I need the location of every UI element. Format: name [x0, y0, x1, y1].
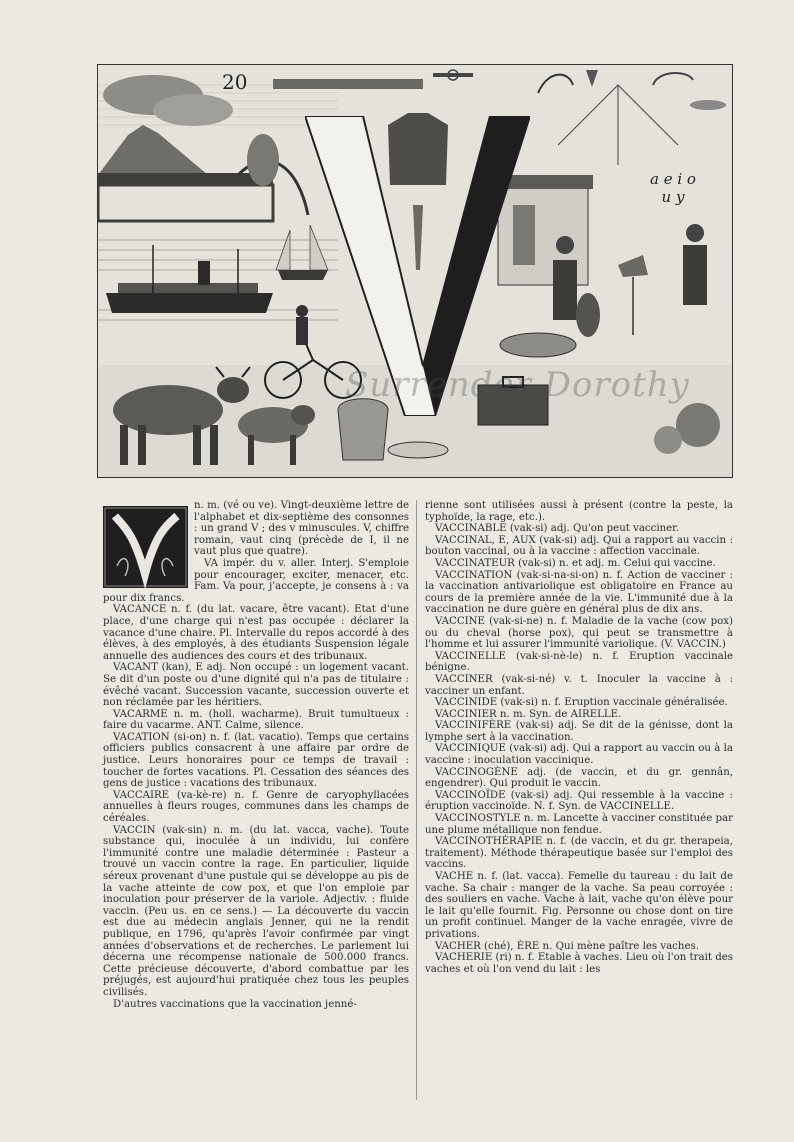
entry-vaccinogene: VACCINOGÈNE adj. (de vaccin, et du gr. gennân, engendrer). Qui produit le vaccin.	[425, 766, 733, 790]
entry-vaccinique: VACCINIQUE (vak-si) adj. Qui a rapport au vaccin ou à la vaccine : inoculation vaccinique.	[425, 743, 733, 767]
vowel-line-2: u y	[661, 188, 685, 206]
entry-vaccinostyle: VACCINOSTYLE n. m. Lancette à vacciner constituée par une plume métallique non fendue.	[425, 813, 733, 836]
entry-vaccinable: VACCINABLE (vak-si) adj. Qu'on peut vacciner.	[435, 523, 680, 535]
entry-vacance: VACANCE n. f. (du lat. vacare, être vacant). Etat d'une place, d'une charge qui n'est pas occupée : déclarer la vacance d'une chaire. Pl. Intervalle du repos accordé à des élèves, à des employés, à des étudiants Suspension légale annuelle des audiences des cours et des tribunaux.	[103, 604, 409, 662]
entry-vacation: VACATION (si-on) n. f. (lat. vacatio). Temps que certains officiers publics consacrent à une affaire par ordre de justice. Leurs honoraires pour ce temps de travail : toucher de fortes vacations. Pl. Cessation des séances des gens de justice : vacations des tribunaux.	[103, 731, 409, 790]
entry-vacher: VACHER (ché), ÈRE n. Qui mène paître les vaches.	[435, 940, 699, 952]
entry-continuation: rienne sont utilisées aussi à présent (contre la peste, la typhoïde, la rage, etc.).	[425, 500, 733, 523]
entry-vaccinotherapie: VACCINOTHÉRAPIE n. f. (de vaccin, et du gr. therapeia, traitement). Méthode thérapeutique basée sur l'emploi des vaccins.	[425, 836, 733, 871]
entry-vache: VACHE n. f. (lat. vacca). Femelle du taureau : du lait de vache. Sa chair : manger de la vache. Sa peau corroyée : des souliers en vache. Vache à lait, vache qu'on élève pour le lait qu'elle fournit. Fig. Personne ou chose dont on tire un profit continuel. Manger de la vache enragée, vivre de privations.	[425, 871, 733, 940]
entry-vaccination-note: D'autres vaccinations que la vaccination jenné-	[113, 998, 357, 1010]
entry-vacherie: VACHERIE (ri) n. f. Etable à vaches. Lieu où l'on trait des vaches et où l'on vend du lait : les	[425, 952, 733, 975]
page-number: 20	[222, 70, 248, 94]
left-column	[103, 500, 409, 1010]
entry-vaccinifere: VACCINIFÈRE (vak-si) adj. Se dit de la génisse, dont la lymphe sert à la vaccination.	[425, 720, 733, 743]
entry-vaccinateur: VACCINATEUR (vak-si) n. et adj. m. Celui qui vaccine.	[435, 557, 716, 569]
entry-vaccaire: VACCAIRE (va-kè-re) n. f. Genre de caryophyllacées annuelles à fleurs rouges, communes dans les champs de céréales.	[103, 789, 409, 825]
ornamental-dropcap-icon	[103, 506, 188, 588]
entry-vaccinal: VACCINAL, E, AUX (vak-si) adj. Qui a rapport au vaccin : bouton vaccinal, ou à la vaccine : affection vaccinale.	[425, 534, 733, 558]
entry-vaccinelle: VACCINELLE (vak-si-nè-le) n. f. Eruption vaccinale bénigne.	[425, 650, 733, 674]
entry-vacciner: VACCINER (vak-si-né) v. t. Inoculer la vaccine à : vacciner un enfant.	[425, 673, 733, 697]
entry-vaccin: VACCIN (vak-sin) n. m. (du lat. vacca, vache). Toute substance qui, inoculée à un individu, lui confère l'immunité contre une maladie déterminée : Pasteur a trouvé un vaccin contre la rage. En particulier, liquide séreux provenant d'une pustule qui se développe au pis de la vache atteinte de cow pox, et que l'on emploie par inoculation pour préserver de la variole. Adjectiv. : fluide vaccin. (Peu us. en ce sens.) — La découverte du vaccin est due au médecin anglais Jenner, qui ne la rendit publique, en 1796, qu'après l'avoir confirmée par vingt années d'observations et de recherches. Le parlement lui décerna une récompense nationale de 500.000 francs. Cette précieuse découverte, d'abord combattue par les préjugés, est aujourd'hui pratiquée chez tous les peuples civilisés.	[103, 824, 409, 998]
right-column	[425, 500, 733, 975]
entry-vaccinoide: VACCINOÏDE (vak-si) adj. Qui ressemble à la vaccine : éruption vaccinoïde. N. f. Syn. de VACCINELLE.	[425, 789, 733, 813]
vowel-line-1: a e i o	[650, 170, 696, 188]
column-divider	[416, 500, 417, 1100]
entry-vacarme: VACARME n. m. (holl. wacharme). Bruit tumultueux : faire du vacarme. ANT. Calme, silence.	[103, 708, 409, 732]
entry-vaccinide: VACCINIDE (vak-si) n. f. Eruption vaccinale généralisée.	[435, 697, 728, 709]
watermark-text: Surrender Dorothy	[345, 365, 690, 405]
entry-vaccine: VACCINE (vak-si-ne) n. f. Maladie de la vache (cow pox) ou du cheval (horse pox), qui peut se transmettre à l'homme et lui assurer l'immunité variolique. (V. VACCIN.)	[425, 615, 733, 651]
entry-vacant: VACANT (kan), E adj. Non occupé : un logement vacant. Se dit d'un poste ou d'une dignité qui n'a pas de titulaire : évêché vacant. Succession vacante, succession ouverte et non réclamée par les héritiers.	[103, 662, 409, 709]
entry-v: n. m. (vé ou ve). Vingt-deuxième lettre de l'alphabet et dix-septième des consonnes : un grand V ; des v minuscules. V, chiffre romain, vaut cinq (précède de I, il ne vaut plus que quatre).	[194, 500, 409, 558]
entry-vaccinier: VACCINIER n. m. Syn. de AIRELLE.	[435, 708, 622, 720]
vowel-label	[650, 170, 696, 206]
entry-vaccination: VACCINATION (vak-si-na-si-on) n. f. Action de vacciner : la vaccination antivariolique est obligatoire en France au cours de la première année de la vie. L'immunité due à la vaccination ne dure guère en général plus de dix ans.	[425, 569, 733, 616]
entry-va: VA impér. du v. aller. Interj. S'emploie pour encourager, exciter, menacer, etc. Fam. Va pour, j'accepte, je consens à : va pour dix francs.	[103, 557, 409, 604]
